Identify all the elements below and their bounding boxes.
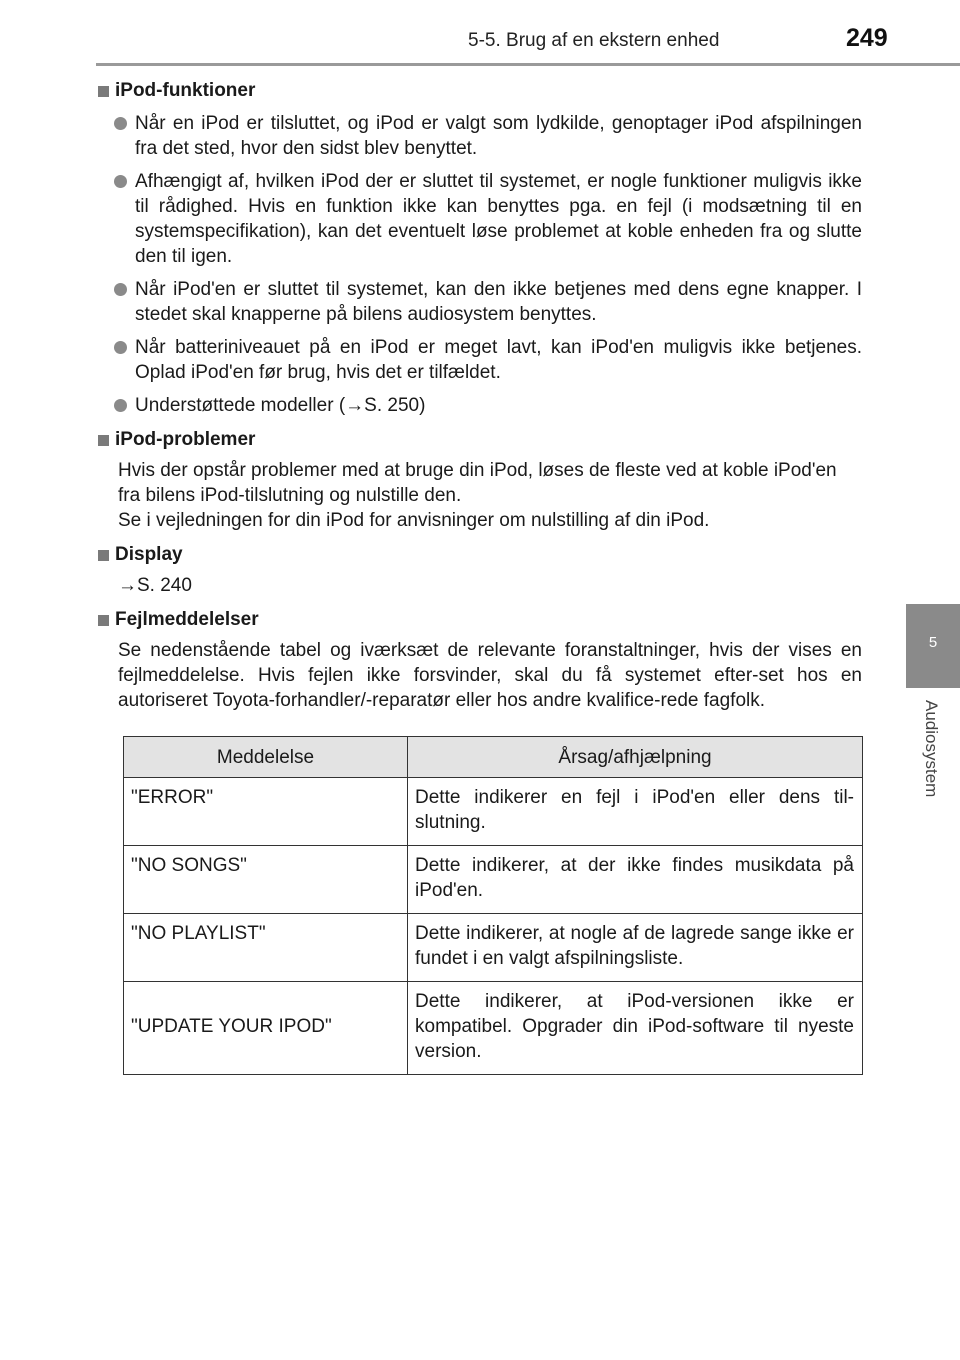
section-heading-ipod-functions: [98, 77, 862, 105]
list-item-text: Når en iPod er tilsluttet, og iPod er valgt som lydkilde, genoptager iPod afspilningen fra det sted, hvor den sidst blev benyttet.: [135, 113, 862, 159]
page-number: 249: [846, 24, 888, 52]
chapter-tab-number: 5: [906, 604, 960, 688]
list-item: [98, 169, 862, 269]
circle-bullet-icon: [114, 399, 127, 412]
section-heading-error-messages: [98, 606, 862, 634]
square-bullet-icon: [98, 615, 109, 626]
list-item-text: Afhængigt af, hvilken iPod der er sluttet til systemet, er nogle funktioner muligvis ikke til rådighed. Hvis en funktion ikke kan benyttes pga. en fejl (i modsætning til en systemspecifikation), kan det eventuelt løse problemet at koble enheden fra og slutte den til igen.: [135, 171, 862, 267]
error-message-table: [123, 736, 863, 1075]
circle-bullet-icon: [114, 117, 127, 130]
page-content: [98, 75, 862, 721]
list-item: [98, 335, 862, 385]
message-cell: "NO PLAYLIST": [124, 914, 408, 982]
cause-cell: Dette indikerer, at nogle af de lagrede sange ikke er fundet i en valgt afspilningsliste.: [408, 914, 863, 982]
list-item-text: Når batteriniveauet på en iPod er meget lavt, kan iPod'en muligvis ikke betjenes. Oplad iPod'en før brug, hvis det er tilfældet.: [135, 337, 862, 383]
header-section-title: 5-5. Brug af en ekstern enhed: [468, 30, 720, 51]
section-heading-display: [98, 541, 862, 569]
circle-bullet-icon: [114, 283, 127, 296]
error-messages-text: Se nedenstående tabel og iværksæt de relevante foranstaltninger, hvis der vises en fejlmeddelelse. Hvis fejlen ikke forsvinder, skal du få systemet efter-set hos en autoriseret Toyota-forhandler/-reparatør eller hos andre kvalifice-rede fagfolk.: [118, 640, 862, 711]
chapter-label-text: Audiosystem: [922, 700, 941, 798]
heading-text: Display: [115, 544, 183, 565]
paragraph: Se i vejledningen for din iPod for anvisninger om nulstilling af din iPod.: [118, 510, 710, 531]
cause-cell: Dette indikerer, at iPod-versionen ikke er kompatibel. Opgrader din iPod-software til nyeste version.: [408, 982, 863, 1075]
list-item: [98, 393, 862, 418]
ipod-problems-text: [98, 458, 862, 533]
cause-cell: Dette indikerer, at der ikke findes musikdata på iPod'en.: [408, 846, 863, 914]
header-divider: [96, 63, 960, 66]
table-row: [124, 778, 863, 846]
heading-text: Fejlmeddelelser: [115, 609, 259, 630]
square-bullet-icon: [98, 435, 109, 446]
circle-bullet-icon: [114, 341, 127, 354]
table-row: [124, 914, 863, 982]
list-item-text: Når iPod'en er sluttet til systemet, kan den ikke betjenes med dens egne knapper. I stedet skal knapperne på bilens audiosystem benyttes.: [135, 279, 862, 325]
square-bullet-icon: [98, 550, 109, 561]
message-cell: "UPDATE YOUR IPOD": [124, 982, 408, 1075]
circle-bullet-icon: [114, 175, 127, 188]
list-item: [98, 277, 862, 327]
message-cell: "ERROR": [124, 778, 408, 846]
heading-text: iPod-problemer: [115, 429, 256, 450]
table-header-row: [124, 737, 863, 778]
message-cell: "NO SONGS": [124, 846, 408, 914]
table-row: [124, 846, 863, 914]
list-item: [98, 111, 862, 161]
column-header-message: Meddelelse: [124, 737, 408, 778]
heading-text: iPod-funktioner: [115, 80, 256, 101]
section-heading-ipod-problems: [98, 426, 862, 454]
paragraph: Hvis der opstår problemer med at bruge din iPod, løses de fleste ved at koble iPod'en fra bilens iPod-tilslutning og nulstille den.: [118, 460, 837, 506]
square-bullet-icon: [98, 86, 109, 97]
display-page-reference: →S. 240: [118, 575, 192, 596]
table-row: [124, 982, 863, 1075]
cause-cell: Dette indikerer en fejl i iPod'en eller dens til-slutning.: [408, 778, 863, 846]
column-header-cause: Årsag/afhjælpning: [408, 737, 863, 778]
list-item-text: Understøttede modeller (→S. 250): [135, 395, 426, 416]
